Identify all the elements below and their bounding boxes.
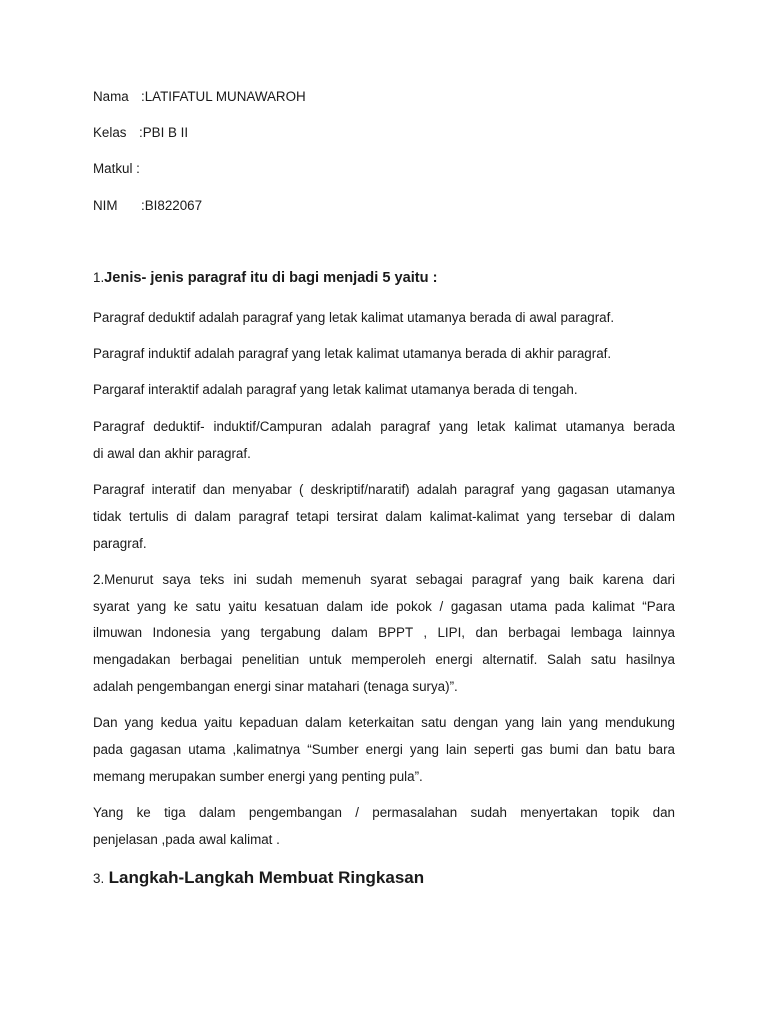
nama-label: Nama [93,89,129,104]
nama-value: :LATIFATUL MUNAWAROH [141,89,306,104]
paragraph-interaktif: Pargaraf interaktif adalah paragraf yang letak kalimat utamanya berada di tengah. [93,382,578,397]
kelas-label: Kelas [93,125,127,140]
section1-title: Jenis- jenis paragraf itu di bagi menjadi 5 yaitu : [104,270,438,286]
section2-para1-line1: 2.Menurut saya teks ini sudah memenuh syarat sebagai paragraf yang baik karena dari [93,572,675,587]
section2-para1-line5: adalah pengembangan energi sinar matahari (tenaga surya)”. [93,679,458,694]
matkul-label: Matkul : [93,161,140,176]
kelas-value: :PBI B II [139,125,189,140]
nim-value: :BI822067 [141,198,203,213]
paragraph-induktif: Paragraf induktif adalah paragraf yang letak kalimat utamanya berada di akhir paragraf. [93,346,612,361]
section1-number: 1. [93,270,105,285]
paragraph-naratif-line2: tidak tertulis di dalam paragraf tetapi tersirat dalam kalimat-kalimat yang tersebar di dalam [93,509,675,524]
section2-para1-line3: ilmuwan Indonesia yang tergabung dalam BPPT , LIPI, dan berbagai lembaga lainnya [93,625,675,640]
paragraph-naratif-line3: paragraf. [93,536,147,551]
section3-heading [93,867,424,890]
paragraph-campuran-line2: di awal dan akhir paragraf. [93,446,251,461]
section2-para1-line2: syarat yang ke satu yaitu kesatuan dalam ide pokok / gagasan utama pada kalimat “Para [93,599,675,614]
matkul-line [93,160,140,178]
kelas-line [93,124,188,142]
section3-number: 3. [93,871,105,886]
section2-para3-line1: Yang ke tiga dalam pengembangan / permasalahan sudah menyertakan topik dan [93,805,675,820]
section2-para2-line3: memang merupakan sumber energi yang penting pula”. [93,769,423,784]
nim-label: NIM [93,198,118,213]
nim-line [93,197,202,215]
nama-line [93,88,306,106]
section2-para3-line2: penjelasan ,pada awal kalimat . [93,832,280,847]
section2-para2-line1: Dan yang kedua yaitu kepaduan dalam keterkaitan satu dengan yang lain yang mendukung [93,715,675,730]
paragraph-deduktif: Paragraf deduktif adalah paragraf yang letak kalimat utamanya berada di awal paragraf. [93,310,615,325]
section3-title: Langkah-Langkah Membuat Ringkasan [108,868,425,887]
section2-para2-line2: pada gagasan utama ,kalimatnya “Sumber energi yang lain seperti gas bumi dan batu bara [93,742,675,757]
section2-para1-line4: mengadakan berbagai penelitian untuk memperoleh energi alternatif. Salah satu hasilnya [93,652,675,667]
section1-heading [93,268,437,288]
paragraph-naratif-line1: Paragraf interatif dan menyabar ( deskriptif/naratif) adalah paragraf yang gagasan utamanya [93,482,675,497]
paragraph-campuran-line1: Paragraf deduktif- induktif/Campuran adalah paragraf yang letak kalimat utamanya berada [93,419,675,434]
